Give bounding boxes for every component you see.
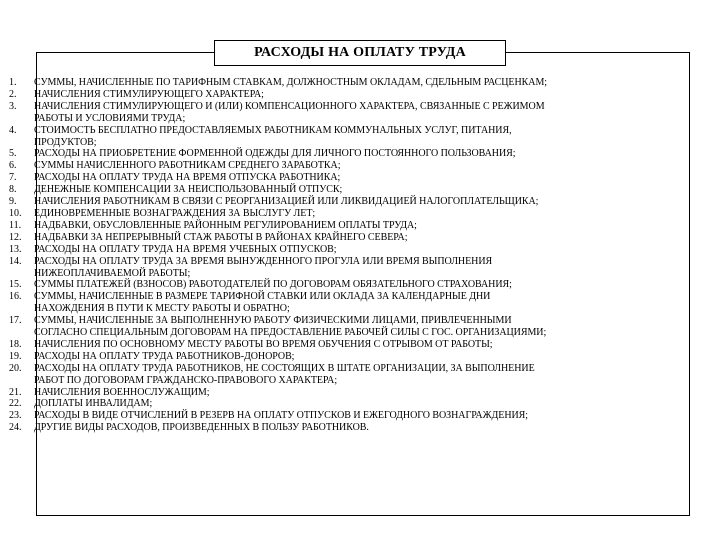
item-text: РАСХОДЫ НА ОПЛАТУ ТРУДА ЗА ВРЕМЯ ВЫНУЖДЕННОГО ПРОГУЛА ИЛИ ВРЕМЯ ВЫПОЛНЕНИЯ НИЖЕОПЛАЧИВАЕМОЙ РАБОТЫ;	[34, 255, 493, 279]
list-item	[6, 160, 690, 172]
list-item	[6, 315, 690, 339]
item-text: ДОПЛАТЫ ИНВАЛИДАМ;	[34, 398, 153, 410]
list-item	[6, 351, 690, 363]
item-number: 3.	[9, 100, 17, 112]
item-text: НАДБАВКИ ЗА НЕПРЕРЫВНЫЙ СТАЖ РАБОТЫ В РАЙОНАХ КРАЙНЕГО СЕВЕРА;	[34, 231, 408, 243]
item-number: 4.	[9, 124, 17, 136]
item-text: НАЧИСЛЕНИЯ ПО ОСНОВНОМУ МЕСТУ РАБОТЫ ВО ВРЕМЯ ОБУЧЕНИЯ С ОТРЫВОМ ОТ РАБОТЫ;	[34, 338, 493, 350]
expense-list	[6, 77, 690, 434]
list-item	[6, 89, 690, 101]
item-number: 18.	[9, 338, 22, 350]
item-text: СУММЫ НАЧИСЛЕННОГО РАБОТНИКАМ СРЕДНЕГО ЗАРАБОТКА;	[34, 160, 341, 172]
item-text: НАЧИСЛЕНИЯ РАБОТНИКАМ В СВЯЗИ С РЕОРГАНИЗАЦИЕЙ ИЛИ ЛИКВИДАЦИЕЙ НАЛОГОПЛАТЕЛЬЩИКА;	[34, 196, 539, 208]
item-text: НАДБАВКИ, ОБУСЛОВЛЕННЫЕ РАЙОННЫМ РЕГУЛИРОВАНИЕМ ОПЛАТЫ ТРУДА;	[34, 219, 417, 231]
item-number: 5.	[9, 148, 17, 160]
list-item	[6, 232, 690, 244]
item-text: НАЧИСЛЕНИЯ СТИМУЛИРУЮЩЕГО ХАРАКТЕРА;	[34, 88, 264, 100]
list-item	[6, 244, 690, 256]
list-item	[6, 184, 690, 196]
list-item	[6, 220, 690, 232]
item-number: 11.	[9, 219, 22, 231]
item-number: 16.	[9, 291, 22, 303]
item-text: СУММЫ, НАЧИСЛЕННЫЕ ЗА ВЫПОЛНЕННУЮ РАБОТУ ФИЗИЧЕСКИМИ ЛИЦАМИ, ПРИВЛЕЧЕННЫМИ СОГЛАСНО СПЕЦИАЛЬНЫМ ДОГОВОРАМ НА ПРЕДОСТАВЛЕНИЕ РАБОЧЕЙ СИЛЫ С ГОС. ОРГАНИЗАЦИЯМИ;	[34, 315, 547, 339]
list-item	[6, 279, 690, 291]
item-text: РАСХОДЫ НА ОПЛАТУ ТРУДА НА ВРЕМЯ УЧЕБНЫХ ОТПУСКОВ;	[34, 243, 337, 255]
list-item	[6, 398, 690, 410]
item-text: ДЕНЕЖНЫЕ КОМПЕНСАЦИИ ЗА НЕИСПОЛЬЗОВАННЫЙ ОТПУСК;	[34, 184, 343, 196]
list-item	[6, 172, 690, 184]
item-number: 9.	[9, 196, 17, 208]
item-text: СУММЫ ПЛАТЕЖЕЙ (ВЗНОСОВ) РАБОТОДАТЕЛЕЙ ПО ДОГОВОРАМ ОБЯЗАТЕЛЬНОГО СТРАХОВАНИЯ;	[34, 279, 512, 291]
item-text: ДРУГИЕ ВИДЫ РАСХОДОВ, ПРОИЗВЕДЕННЫХ В ПОЛЬЗУ РАБОТНИКОВ.	[34, 422, 369, 434]
list-item	[6, 339, 690, 351]
item-number: 20.	[9, 362, 22, 374]
item-text: РАСХОДЫ В ВИДЕ ОТЧИСЛЕНИЙ В РЕЗЕРВ НА ОПЛАТУ ОТПУСКОВ И ЕЖЕГОДНОГО ВОЗНАГРАЖДЕНИЯ;	[34, 410, 529, 422]
list-item	[6, 387, 690, 399]
item-text: СТОИМОСТЬ БЕСПЛАТНО ПРЕДОСТАВЛЯЕМЫХ РАБОТНИКАМ КОММУНАЛЬНЫХ УСЛУГ, ПИТАНИЯ, ПРОДУКТОВ;	[34, 124, 512, 148]
list-item	[6, 101, 690, 125]
list-item	[6, 208, 690, 220]
item-text: СУММЫ, НАЧИСЛЕННЫЕ ПО ТАРИФНЫМ СТАВКАМ, ДОЛЖНОСТНЫМ ОКЛАДАМ, СДЕЛЬНЫМ РАСЦЕНКАМ;	[34, 77, 548, 88]
list-item	[6, 410, 690, 422]
item-number: 13.	[9, 243, 22, 255]
item-text: РАСХОДЫ НА ОПЛАТУ ТРУДА РАБОТНИКОВ-ДОНОРОВ;	[34, 350, 295, 362]
item-text: СУММЫ, НАЧИСЛЕННЫЕ В РАЗМЕРЕ ТАРИФНОЙ СТАВКИ ИЛИ ОКЛАДА ЗА КАЛЕНДАРНЫЕ ДНИ НАХОЖДЕНИЯ В ПУТИ К МЕСТУ РАБОТЫ И ОБРАТНО;	[34, 291, 491, 315]
list-item	[6, 363, 690, 387]
item-number: 19.	[9, 350, 22, 362]
item-number: 12.	[9, 231, 22, 243]
item-number: 2.	[9, 88, 17, 100]
item-text: ЕДИНОВРЕМЕННЫЕ ВОЗНАГРАЖДЕНИЯ ЗА ВЫСЛУГУ ЛЕТ;	[34, 207, 316, 219]
item-number: 24.	[9, 422, 22, 434]
list-item	[6, 422, 690, 434]
item-number: 14.	[9, 255, 22, 267]
list-item	[6, 148, 690, 160]
item-text: РАСХОДЫ НА ОПЛАТУ ТРУДА РАБОТНИКОВ, НЕ СОСТОЯЩИХ В ШТАТЕ ОРГАНИЗАЦИИ, ЗА ВЫПОЛНЕНИЕ РАБОТ ПО ДОГОВОРАМ ГРАЖДАНСКО-ПРАВОВОГО ХАРАКТЕРА;	[34, 362, 535, 386]
item-text: НАЧИСЛЕНИЯ СТИМУЛИРУЮЩЕГО И (ИЛИ) КОМПЕНСАЦИОННОГО ХАРАКТЕРА, СВЯЗАННЫЕ С РЕЖИМОМ РАБОТЫ И УСЛОВИЯМИ ТРУДА;	[34, 100, 545, 124]
item-number: 1.	[9, 77, 17, 88]
item-text: НАЧИСЛЕНИЯ ВОЕННОСЛУЖАЩИМ;	[34, 386, 210, 398]
item-number: 8.	[9, 184, 17, 196]
item-number: 17.	[9, 315, 22, 327]
list-item	[6, 256, 690, 280]
list-item	[6, 77, 690, 89]
item-number: 21.	[9, 386, 22, 398]
list-item	[6, 125, 690, 149]
list-item	[6, 196, 690, 208]
item-text: РАСХОДЫ НА ОПЛАТУ ТРУДА НА ВРЕМЯ ОТПУСКА РАБОТНИКА;	[34, 172, 341, 184]
item-number: 6.	[9, 160, 17, 172]
page-title	[214, 40, 506, 66]
item-number: 23.	[9, 410, 22, 422]
item-number: 15.	[9, 279, 22, 291]
item-text: РАСХОДЫ НА ПРИОБРЕТЕНИЕ ФОРМЕННОЙ ОДЕЖДЫ ДЛЯ ЛИЧНОГО ПОСТОЯННОГО ПОЛЬЗОВАНИЯ;	[34, 148, 516, 160]
list-item	[6, 291, 690, 315]
page-title-text: РАСХОДЫ НА ОПЛАТУ ТРУДА	[254, 45, 466, 60]
item-number: 10.	[9, 207, 22, 219]
item-number: 22.	[9, 398, 22, 410]
item-number: 7.	[9, 172, 17, 184]
